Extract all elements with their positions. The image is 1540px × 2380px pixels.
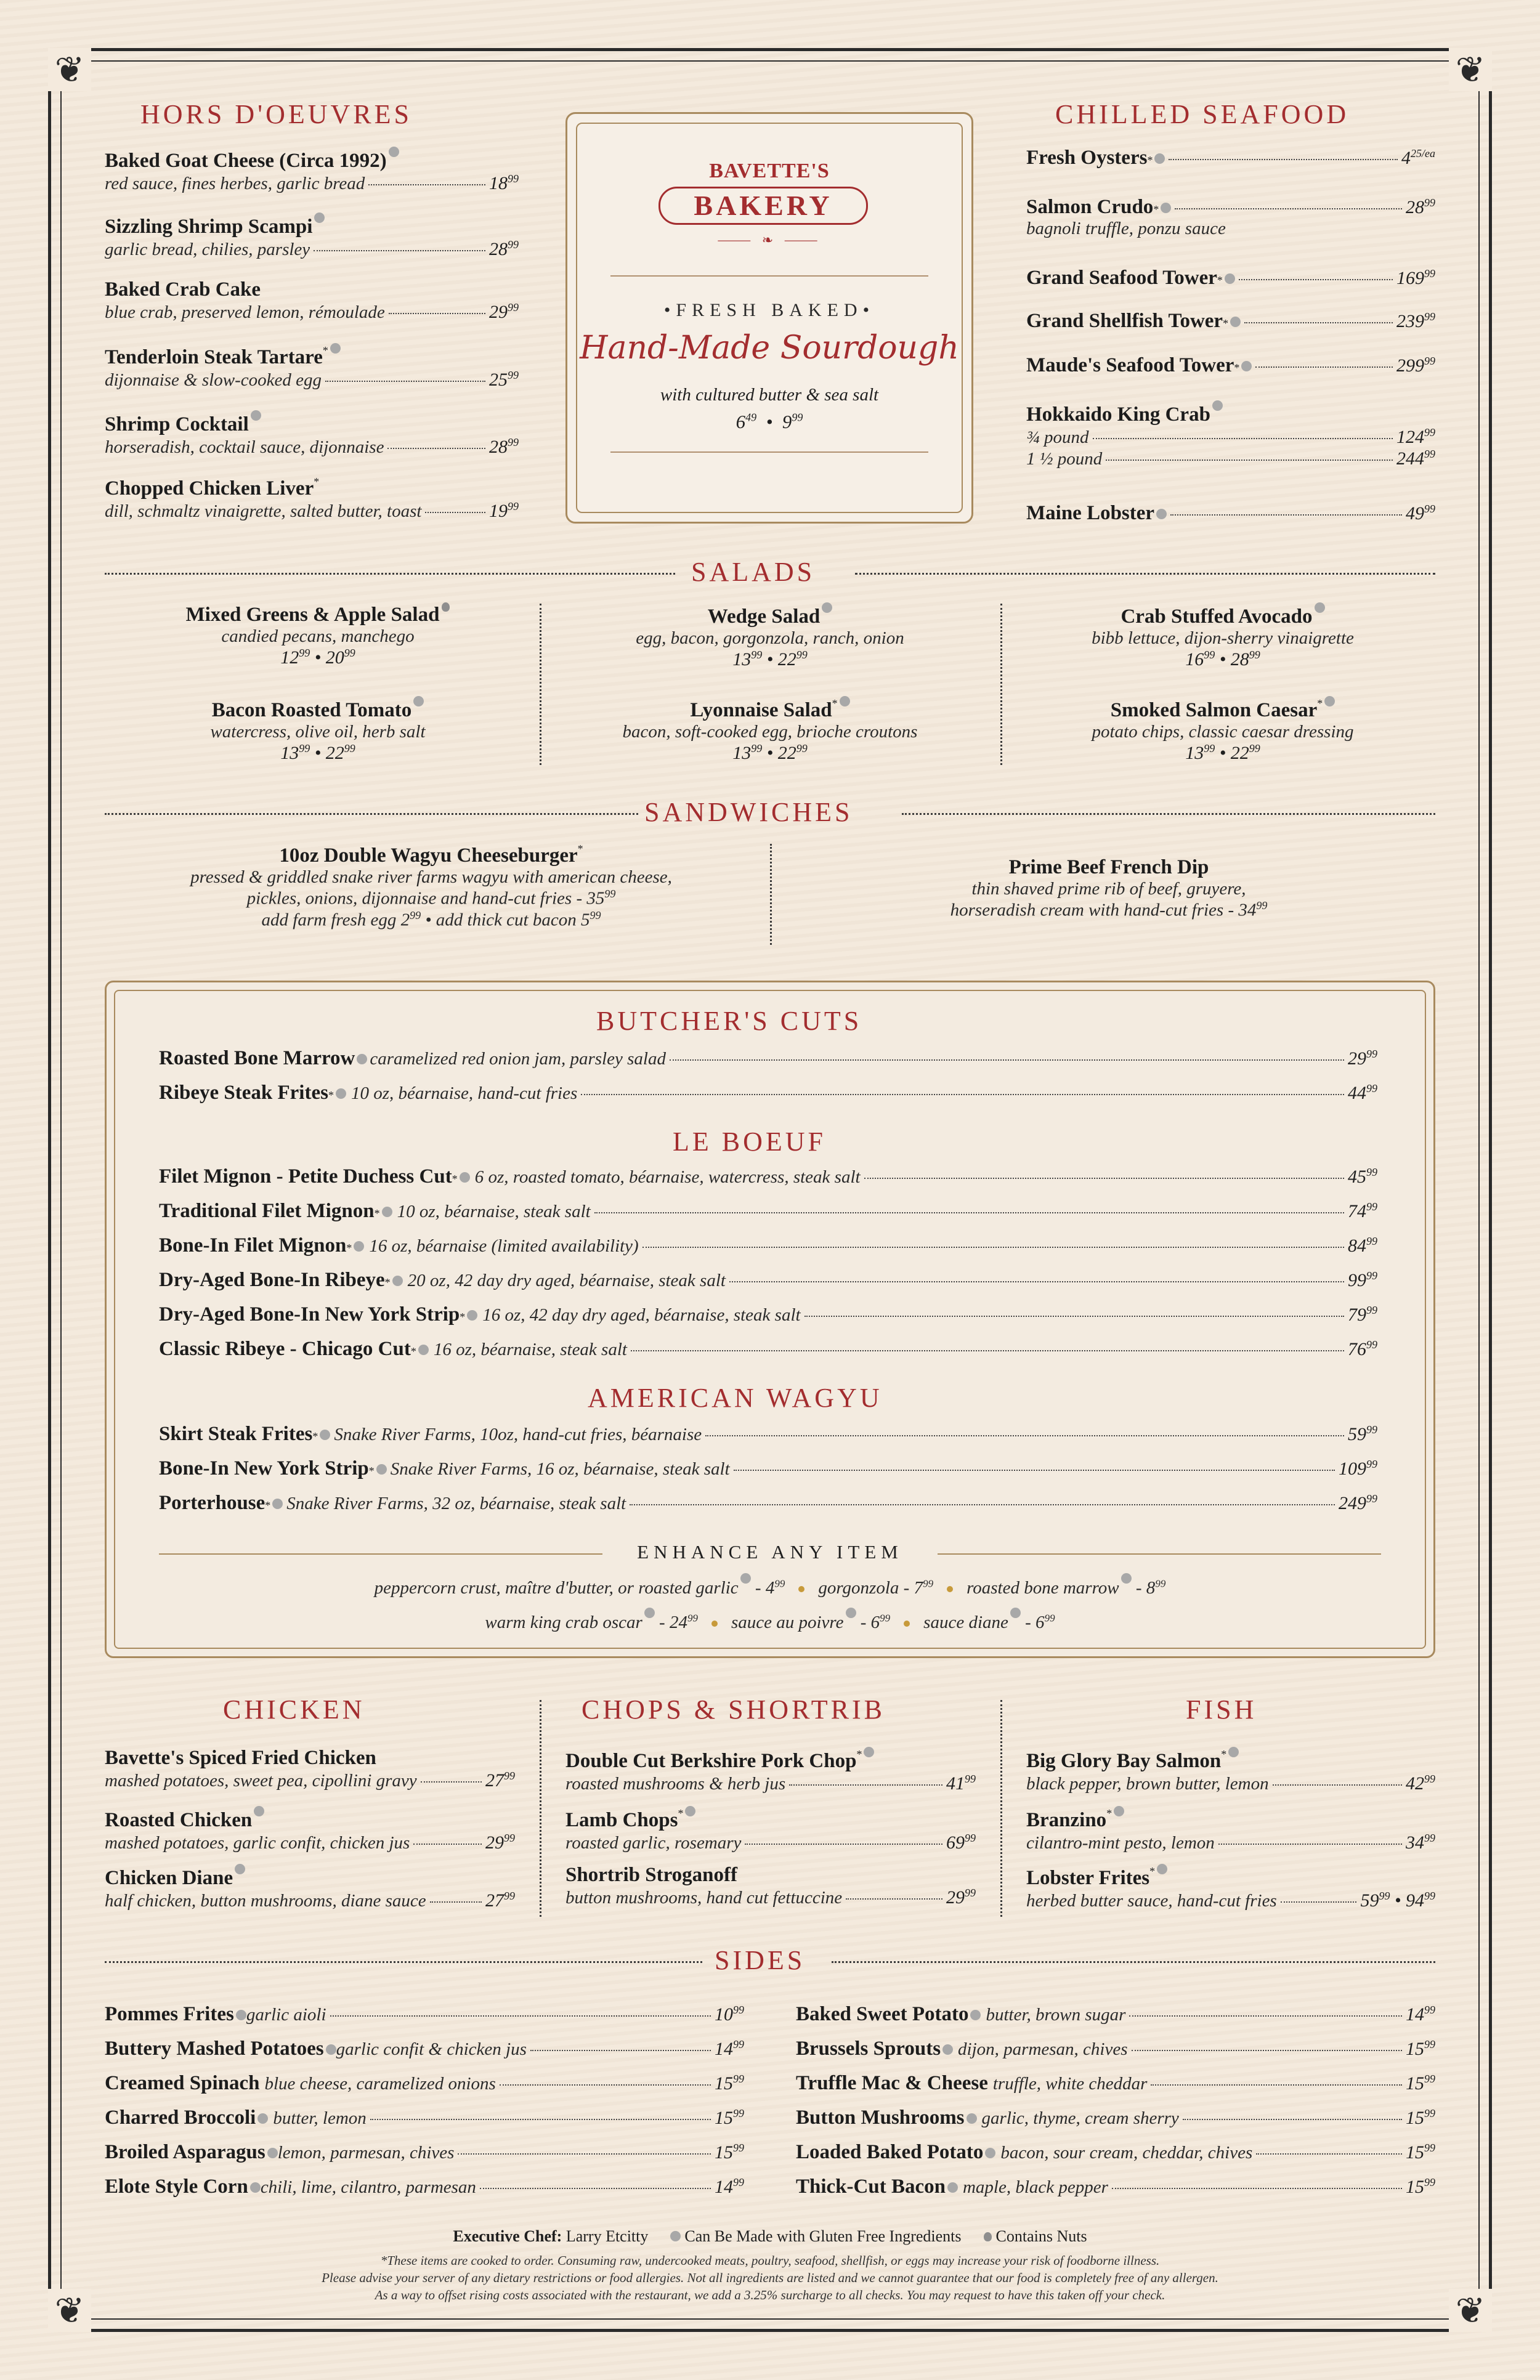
footer-disclaimer: *These items are cooked to order. Consuming raw, undercooked meats, poultry, seafood, shellfish, or eggs may increase your risk of foodborne illness. (380, 2253, 1160, 2268)
menu-item: Porterhouse * Snake River Farms, 32 oz, béarnaise, steak salt $249^{99}$ (159, 1492, 1377, 1514)
menu-item: Big Glory Bay Salmon* black pepper, brown butter, lemon $42^{99}$ (1026, 1748, 1435, 1794)
sandwich-item: Prime Beef French Dip thin shaved prime rib of beef, gruyere, horseradish cream with hand-cut fries - $34^{99}$ (950, 856, 1268, 920)
salad-item: Lyonnaise Salad* bacon, soft-cooked egg, brioche croutons $13^{99}$ • $22^{99}$ (622, 697, 918, 763)
bakery-prices: $6^{49}$ • $9^{99}$ (736, 411, 803, 432)
enhance-heading: ENHANCE ANY ITEM (637, 1541, 903, 1563)
corner-ornament-icon: ❦ (48, 2289, 91, 2332)
item-name: Sizzling Shrimp Scampi (105, 216, 313, 238)
bakery-logo-top: BAVETTE'S (709, 160, 830, 182)
menu-item: Maine Lobster $49^{99}$ (1026, 502, 1435, 524)
menu-item: Salmon Crudo * $28^{99}$ bagnoli truffle, ponzu sauce (1026, 196, 1435, 238)
item-desc: dijonnaise & slow-cooked egg (105, 370, 322, 390)
menu-item: Roasted Chicken mashed potatoes, garlic confit, chicken jus $29^{99}$ (105, 1806, 515, 1853)
chops-heading: CHOPS & SHORTRIB (582, 1694, 886, 1725)
item-name: Fresh Oysters (1026, 147, 1148, 169)
menu-item: Chicken Diane half chicken, button mushrooms, diane sauce $27^{99}$ (105, 1864, 515, 1911)
menu-item: Tenderloin Steak Tartare* dijonnaise & slow-cooked egg $25^{99}$ (105, 344, 519, 390)
menu-item: Grand Seafood Tower * $169^{99}$ (1026, 267, 1435, 289)
item-desc: red sauce, fines herbes, garlic bread (105, 174, 365, 193)
menu-item: Bavette's Spiced Fried Chicken mashed potatoes, sweet pea, cipollini gravy $27^{99}$ (105, 1747, 515, 1791)
salad-item: Crab Stuffed Avocado bibb lettuce, dijon-sherry vinaigrette $16^{99}$ • $28^{99}$ (1010, 602, 1435, 670)
menu-item: Dry-Aged Bone-In Ribeye * 20 oz, 42 day dry aged, béarnaise, steak salt $99^{99}$ (159, 1269, 1377, 1291)
side-item: Button Mushrooms garlic, thyme, cream sherry $15^{99}$ (796, 2107, 1435, 2129)
side-item: Thick-Cut Bacon maple, black pepper $15^{99}$ (796, 2176, 1435, 2198)
menu-item: Shortrib Stroganoff button mushrooms, hand cut fettuccine $29^{99}$ (565, 1864, 976, 1908)
item-price: 29 (489, 302, 508, 322)
item-name: Shrimp Cocktail (105, 413, 249, 435)
side-item: Elote Style Corn chili, lime, cilantro, parmesan $14^{99}$ (105, 2176, 744, 2198)
menu-item: Baked Goat Cheese (Circa 1992) red sauce, fines herbes, garlic bread $18^{99}$ (105, 147, 519, 194)
menu-item: Filet Mignon - Petite Duchess Cut * 6 oz, roasted tomato, béarnaise, watercress, steak salt $45^{99}$ (159, 1165, 1377, 1188)
corner-ornament-icon: ❦ (48, 48, 91, 91)
menu-item: Sizzling Shrimp Scampi garlic bread, chilies, parsley $28^{99}$ (105, 212, 519, 260)
item-name: Tenderloin Steak Tartare (105, 346, 323, 368)
item-desc: dill, schmaltz vinaigrette, salted butter, toast (105, 501, 422, 521)
side-item: Loaded Baked Potato bacon, sour cream, cheddar, chives $15^{99}$ (796, 2141, 1435, 2163)
side-item: Creamed Spinach blue cheese, caramelized onions $15^{99}$ (105, 2072, 744, 2094)
menu-item: Lamb Chops* roasted garlic, rosemary $69^{99}$ (565, 1807, 976, 1853)
bakery-desc: with cultured butter & sea salt (660, 385, 879, 405)
hors-heading: HORS D'OEUVRES (140, 99, 412, 129)
gluten-free-icon (330, 343, 341, 354)
item-price: 18 (489, 173, 508, 193)
menu-item: Bone-In Filet Mignon * 16 oz, béarnaise (limited availability) $84^{99}$ (159, 1234, 1377, 1257)
seafood-heading: CHILLED SEAFOOD (1055, 99, 1350, 129)
butcher-heading: BUTCHER'S CUTS (596, 1006, 862, 1036)
footer-disclaimer: Please advise your server of any dietary restrictions or food allergies. Not all ingredients are listed and we cannot guarantee that our food is completely free of any allergen. (322, 2270, 1218, 2285)
item-name: Grand Shellfish Tower (1026, 310, 1223, 332)
item-name: Chopped Chicken Liver (105, 477, 314, 500)
menu-item: Lobster Frites* herbed butter sauce, hand-cut fries $59^{99}$ • $94^{99}$ (1026, 1865, 1435, 1911)
bakery-subtitle: •FRESH BAKED• (663, 300, 875, 320)
sandwich-item: 10oz Double Wagyu Cheeseburger* pressed & griddled snake river farms wagyu with american cheese, pickles, onions, dijonnaise and hand-cut fries - $35^{99}$ add farm fresh egg $2^{99}$ • add thick cut bacon $5^{99}$ (190, 843, 672, 930)
sandwiches-heading: SANDWICHES (644, 797, 853, 827)
item-name: Baked Crab Cake (105, 278, 261, 301)
menu-item: Maude's Seafood Tower * $299^{99}$ (1026, 354, 1435, 376)
bakery-feature-box (565, 112, 973, 524)
boeuf-heading: LE BOEUF (673, 1127, 826, 1157)
side-item: Buttery Mashed Potatoes garlic confit & chicken jus $14^{99}$ (105, 2038, 744, 2060)
item-desc: blue crab, preserved lemon, rémoulade (105, 302, 385, 322)
chicken-heading: CHICKEN (223, 1694, 365, 1725)
bakery-logo: BAKERY (659, 187, 868, 225)
item-price: 25 (489, 370, 508, 390)
enhance-options-row1: peppercorn crust, maître d'butter, or roasted garlic - $4^{99}$ gorgonzola - $7^{99}$ roasted bone marrow - $8^{99}$ (0, 1573, 1540, 1598)
enhance-options-row2: warm king crab oscar - $24^{99}$ sauce au poivre - $6^{99}$ sauce diane - $6^{99}$ (0, 1608, 1540, 1633)
menu-item: Roasted Bone Marrow caramelized red onion jam, parsley salad $29^{99}$ (159, 1047, 1377, 1069)
fish-heading: FISH (1186, 1694, 1257, 1725)
wagyu-heading: AMERICAN WAGYU (588, 1383, 883, 1413)
gluten-free-icon (314, 212, 325, 223)
menu-item: Bone-In New York Strip * Snake River Farms, 16 oz, béarnaise, steak salt $109^{99}$ (159, 1457, 1377, 1479)
item-price: 19 (489, 501, 508, 521)
item-name: Baked Goat Cheese (Circa 1992) (105, 150, 387, 172)
salad-item: Mixed Greens & Apple Salad candied pecans, manchego $12^{99}$ • $20^{99}$ (105, 602, 531, 668)
menu-item: Hokkaido King Crab ¾ pound $124^{99}$ 1 ½ pound $244^{99}$ (1026, 400, 1435, 469)
menu-item: Fresh Oysters * $4^{25/ea}$ (1026, 147, 1435, 169)
side-item: Truffle Mac & Cheese truffle, white cheddar $15^{99}$ (796, 2072, 1435, 2094)
item-name: Salmon Crudo (1026, 196, 1154, 218)
corner-ornament-icon: ❦ (1449, 48, 1492, 91)
corner-ornament-icon: ❦ (1449, 2289, 1492, 2332)
menu-item: Classic Ribeye - Chicago Cut * 16 oz, béarnaise, steak salt $76^{99}$ (159, 1338, 1377, 1360)
sides-heading: SIDES (715, 1945, 806, 1975)
item-name: Maine Lobster (1026, 502, 1155, 524)
gluten-free-icon (389, 147, 399, 157)
salads-heading: SALADS (691, 557, 816, 587)
item-desc: garlic bread, chilies, parsley (105, 240, 310, 259)
salad-item: Wedge Salad egg, bacon, gorgonzola, ranch, onion $13^{99}$ • $22^{99}$ (548, 602, 992, 670)
menu-item: Traditional Filet Mignon * 10 oz, béarnaise, steak salt $74^{99}$ (159, 1200, 1377, 1222)
menu-item: Double Cut Berkshire Pork Chop* roasted mushrooms & herb jus $41^{99}$ (565, 1748, 976, 1794)
gluten-free-icon (251, 410, 261, 421)
salad-item: Bacon Roasted Tomato watercress, olive oil, herb salt $13^{99}$ • $22^{99}$ (105, 696, 531, 764)
bakery-title: Hand-Made Sourdough (580, 330, 959, 366)
item-price: 28 (489, 239, 508, 259)
side-item: Charred Broccoli butter, lemon $15^{99}$ (105, 2107, 744, 2129)
menu-item: Grand Shellfish Tower * $239^{99}$ (1026, 310, 1435, 332)
nut-icon (442, 602, 450, 612)
salad-item: Smoked Salmon Caesar* potato chips, classic caesar dressing $13^{99}$ • $22^{99}$ (1092, 697, 1354, 763)
item-name: Grand Seafood Tower (1026, 267, 1217, 289)
menu-item: Dry-Aged Bone-In New York Strip * 16 oz, 42 day dry aged, béarnaise, steak salt $79^{99}$ (159, 1303, 1377, 1326)
item-name: Hokkaido King Crab (1026, 403, 1210, 426)
chef-name: Larry Etcitty (565, 2227, 649, 2245)
menu-item: Shrimp Cocktail horseradish, cocktail sauce, dijonnaise $28^{99}$ (105, 410, 519, 458)
item-price: 28 (489, 437, 508, 457)
menu-item: Baked Crab Cake blue crab, preserved lemon, rémoulade $29^{99}$ (105, 278, 519, 322)
side-item: Pommes Frites garlic aioli $10^{99}$ (105, 2003, 744, 2025)
item-desc: horseradish, cocktail sauce, dijonnaise (105, 437, 384, 457)
wheat-icon: ⸻ ❧ ⸻ (717, 232, 822, 248)
footer-disclaimer: As a way to offset rising costs associated with the restaurant, we add a 3.25% surcharge to all checks. You may request to have this taken off your check. (375, 2288, 1165, 2302)
item-name: Maude's Seafood Tower (1026, 354, 1234, 376)
menu-item: Ribeye Steak Frites * 10 oz, béarnaise, hand-cut fries $44^{99}$ (159, 1082, 1377, 1104)
side-item: Brussels Sprouts dijon, parmesan, chives $15^{99}$ (796, 2038, 1435, 2060)
menu-item: Branzino* cilantro-mint pesto, lemon $34^{99}$ (1026, 1807, 1435, 1853)
side-item: Baked Sweet Potato butter, brown sugar $14^{99}$ (796, 2003, 1435, 2025)
footer-legend: Executive Chef: Larry Etcitty Can Be Made with Gluten Free Ingredients Contains Nuts (453, 2227, 1087, 2245)
menu-item: Chopped Chicken Liver* dill, schmaltz vinaigrette, salted butter, toast $19^{99}$ (105, 476, 519, 521)
menu-item: Skirt Steak Frites * Snake River Farms, 10oz, hand-cut fries, béarnaise $59^{99}$ (159, 1423, 1377, 1445)
side-item: Broiled Asparagus lemon, parmesan, chives $15^{99}$ (105, 2141, 744, 2163)
